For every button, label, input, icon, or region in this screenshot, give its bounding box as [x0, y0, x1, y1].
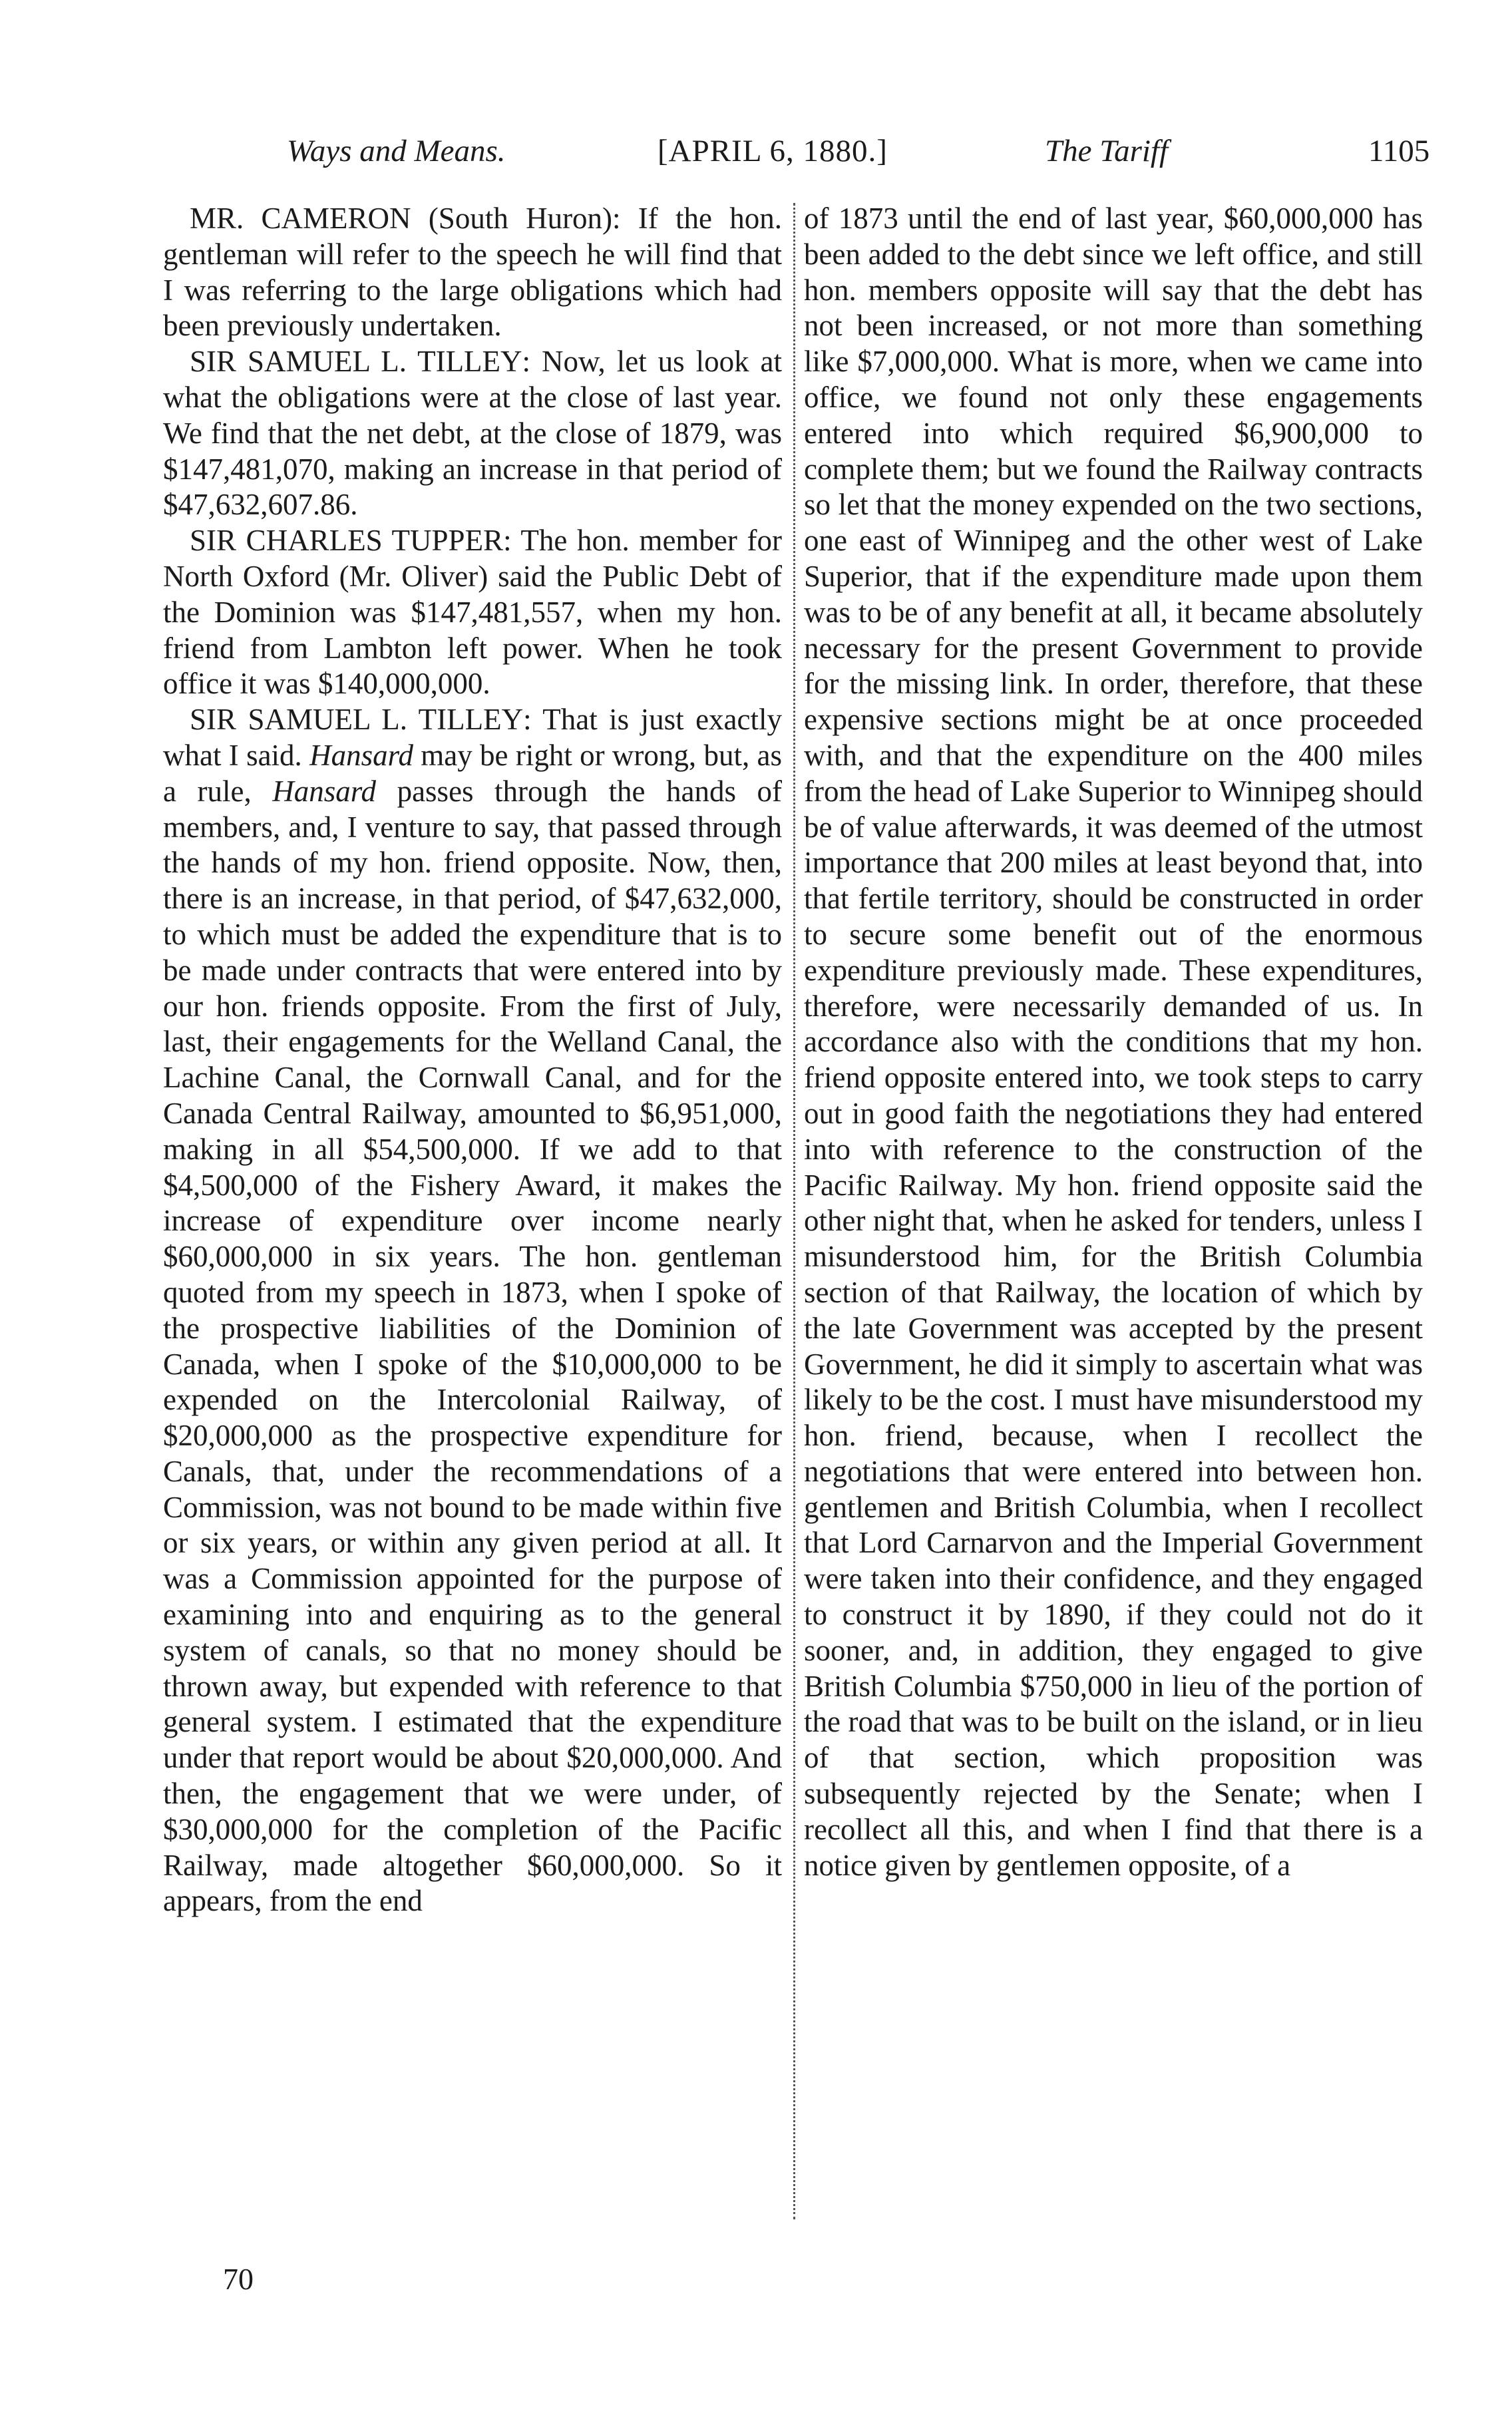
- hansard-reference: Hansard: [272, 774, 377, 808]
- speech-paragraph: [163, 702, 782, 1919]
- speech-paragraph: [163, 523, 782, 702]
- speech-text: (South Huron): If the hon. gentleman will refer to the speech he will find that I was referring to the large obligations which had been previously undertaken.: [163, 202, 782, 343]
- speech-paragraph: [163, 344, 782, 523]
- header-date: [APRIL 6, 1880.]: [658, 134, 888, 168]
- speech-text: passes through the hands of members, and, I venture to say, that passed through the hands of my hon. friend opposite. Now, then, there is an increase, in that period, of $47,632,000, to which must be added the expenditure that is to be made under contracts that were entered into by our hon. friends opposite. From the first of July, last, their engagements for the Welland Canal, the Lachine Canal, the Cornwall Canal, and for the Canada Central Railway, amounted to $6,951,000, making in all $54,500,000. If we add to that $4,500,000 of the Fishery Award, it makes the increase of expenditure over income nearly $60,000,000 in six years. The hon. gentleman quoted from my speech in 1873, when I spoke of the prospective liabilities of the Dominion of Canada, when I spoke of the $10,000,000 to be expended on the Intercolonial Railway, of $20,000,000 as the prospective expenditure for Canals, that, under the recommendations of a Commission, was not bound to be made within five or six years, or within any given period at all. It was a Commission appointed for the purpose of examining into and enquiring as to the general system of canals, so that no money should be thrown away, but expended with reference to that general system. I estimated that the expenditure under that report would be about $20,000,000. And then, the engagement that we were under, of $30,000,000 for the completion of the Pacific Railway, made altogether $60,000,000. So it appears, from the end: [163, 774, 783, 1918]
- speech-paragraph-continued: of 1873 until the end of last year, $60,000,000 has been added to the debt since we left office, and still hon. members opposite will say that the debt has not been increased, or not more than something like $7,000,000. What is more, when we came into office, we found not only these engagements entered into which required $6,900,000 to complete them; but we found the Railway contracts so let that the money expended on the two sections, one east of Winnipeg and the other west of Lake Superior, that if the expenditure made upon them was to be of any benefit at all, it became absolutely necessary for the present Government to provide for the missing link. In order, therefore, that these expensive sections might be at once proceeded with, and that the expenditure on the 400 miles from the head of Lake Superior to Winnipeg should be of value afterwards, it was deemed of the utmost importance that 200 miles at least beyond that, into that fertile territory, should be constructed in order to secure some benefit out of the enormous expenditure previously made. These expenditures, therefore, were necessarily demanded of us. In accordance also with the conditions that my hon. friend opposite entered into, we took steps to carry out in good faith the negotiations they had entered into with reference to the construction of the Pacific Railway. My hon. friend opposite said the other night that, when he asked for tenders, unless I misunderstood him, for the British Columbia section of that Railway, the location of which by the late Government was accepted by the present Government, he did it simply to ascertain what was likely to be the cost. I must have misunderstood my hon. friend, because, when I recollect the negotiations that were entered into between hon. gentlemen and British Columbia, when I recollect that Lord Carnarvon and the Imperial Government were taken into their confidence, and they engaged to construct it by 1890, if they could not do it sooner, and, in addition, they engaged to give British Columbia $750,000 in lieu of the portion of the road that was to be built on the island, or in lieu of that section, which proposition was subsequently rejected by the Senate; when I recollect all this, and when I find that there is a notice given by gentlemen opposite, of a: [804, 202, 1423, 1882]
- signature-mark: 70: [223, 2262, 254, 2296]
- hansard-reference: Hansard: [309, 738, 413, 772]
- column-divider: [793, 203, 795, 2219]
- header-section-title: Ways and Means.: [287, 134, 506, 168]
- speech-text: : Now, let us look at what the obligations were at the close of last year. We find that the net debt, at the close of 1879, was $147,481,070, making an increase in that period of $47,632,607.86.: [163, 345, 782, 522]
- right-column: [804, 201, 1423, 1883]
- left-column: [163, 201, 782, 1919]
- header-topic: The Tariff: [1045, 134, 1169, 168]
- speech-text: : That is just exactly what I said.: [163, 703, 783, 772]
- speaker-name: SIR SAMUEL L. TILLEY: [190, 345, 522, 379]
- speech-text: may be right or wrong, but, as a rule,: [163, 738, 782, 808]
- page-number: 1105: [1368, 134, 1430, 168]
- speaker-name: SIR CHARLES TUPPER: [190, 524, 504, 558]
- speaker-name: MR. CAMERON: [190, 202, 411, 235]
- speaker-name: SIR SAMUEL L. TILLEY: [190, 703, 524, 737]
- running-header: [157, 133, 1455, 180]
- speech-text: : The hon. member for North Oxford (Mr. Oliver) said the Public Debt of the Dominion was $147,481,557, when my hon. friend from Lambton left power. When he took office it was $140,000,000.: [163, 524, 782, 701]
- speech-paragraph: [163, 201, 782, 344]
